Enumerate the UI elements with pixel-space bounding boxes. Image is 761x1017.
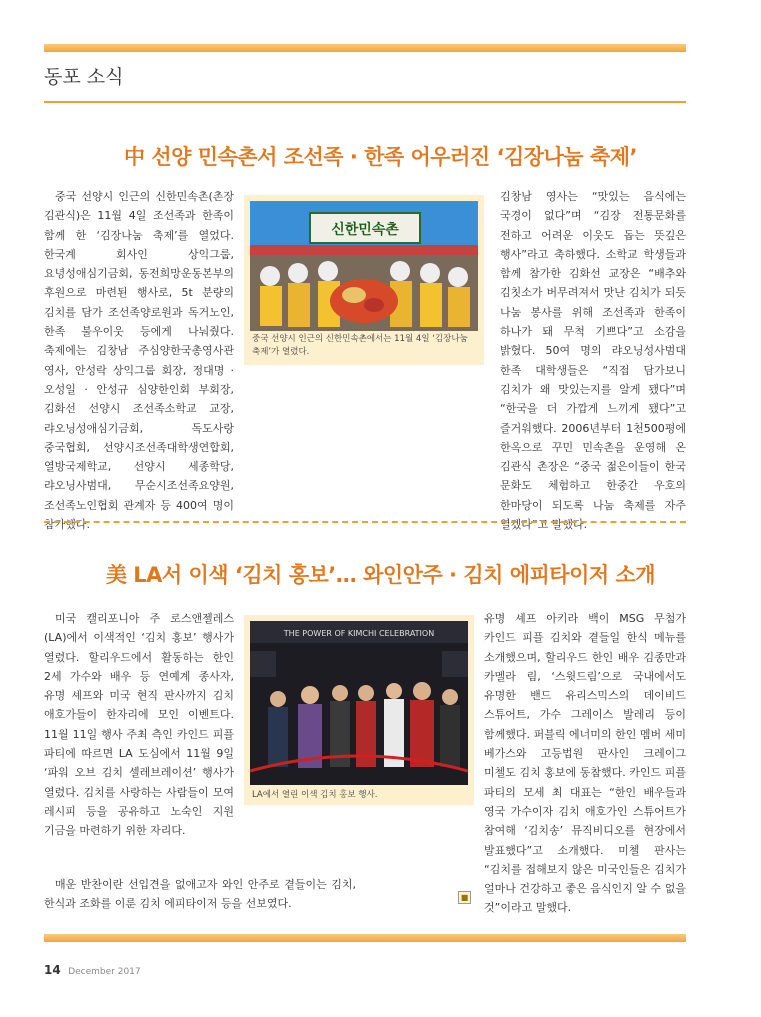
kimchi-celebration-photo [250, 621, 468, 785]
top-accent-bar [44, 44, 686, 52]
article2-photo-box [244, 615, 474, 805]
kimchi-festival-photo [250, 201, 478, 331]
article2-column1: 미국 캘리포니아 주 로스앤젤레스(LA)에서 이색적인 ‘김치 홍보’ 행사가 열렸다. 할리우드에서 활동하는 한인 2세 가수와 배우 등 연예계 종사자, 유명 셰프와 미국 현직 판사까지 김치 애호가들이 한자리에 모인 이벤트다. 11월 11일 행사 주최 측인 카인드 피플 파티에 따르면 LA 도심에서 11월 9일 ‘파워 오브 김치 셀레브레이션’ 행사가 열렸다. 김치를 사랑하는 사람들이 모여 레시피 등을 공유하고 노숙인 지원 기금을 마련하기 위한 자리다. [44, 612, 234, 838]
article-divider [44, 521, 686, 523]
article2-column1-cont: 매운 반찬이란 선입견을 없애고자 와인 안주로 곁들이는 김치, 한식과 조화를 이룬 김치 에피타이저 등을 선보였다. [44, 878, 356, 911]
page-number: 14 [44, 963, 61, 977]
section-rule [44, 101, 686, 103]
photo-sign-text: 신한민속촌 [331, 222, 399, 238]
article2-photo-caption: LA에서 열린 이색 김치 홍보 행사. [252, 790, 378, 800]
article1-photo-caption: 중국 선양시 인근의 신한민속촌에서는 11월 4일 ‘김장나눔 축제’가 열렸다. [252, 334, 468, 357]
kimchi-festival-illustration [250, 201, 478, 331]
article1-column1: 중국 선양시 인근의 신한민속촌(촌장 김관식)은 11월 4일 조선족과 한족이 함께 한 ‘김장나눔 축제’를 열었다. 한국계 회사인 상익그룹, 요녕성애심기금회, 동전희망운동본부의 후원으로 마련된 행사로, 5t 분량의 김치를 담가 조선족양로원과 독거노인, 한족 불우이웃 등에게 나눠줬다. 축제에는 김창남 주심양한국총영사관 영사, 안성락 상익그룹 회장, 정대명 · 오성일 · 안성규 심양한인회 부회장, 김화선 선양시 조선족소학교 교장, 랴오닝성애심기금회, 독도사랑 중국협회, 선양시조선족대학생연합회, 열방국제학교, 선양시 세종학당, 랴오닝사범대, 무순시조선족요양원, 조선족노인협회 관계자 등 400여 명이 참가했다. [44, 190, 234, 532]
page-footer [44, 963, 141, 977]
photo-banner-text: THE POWER OF KIMCHI CELEBRATION [283, 629, 435, 638]
end-mark-icon: ■ [458, 891, 471, 904]
issue-month: December 2017 [68, 967, 141, 977]
article2-headline: 美 LA서 이색 ‘김치 홍보’… 와인안주 · 김치 에피타이저 소개 [105, 563, 656, 587]
article2-column2: 유명 셰프 아키라 백이 MSG 무첨가 카인드 피플 김치와 곁들일 한식 메뉴를 소개했으며, 할리우드 한인 배우 김종만과 카멜라 림, ‘스윗드림’으로 국내에서도 유명한 밴드 유리스믹스의 데이비드 스튜어트, 가수 그레이스 발레리 등이 함께했다. 퍼블릭 에너미의 한인 멤버 세미 베가스와 고등법원 판사인 크레이그 미첼도 김치 홍보에 동참했다. 카인드 피플 파티의 모세 최 대표는 “한인 배우들과 영국 가수이자 김치 애호가인 스튜어트가 참여해 ‘김치송’ 뮤직비디오를 현장에서 발표했다”고 소개했다. 미첼 판사는 “김치를 접해보지 않은 미국인들은 김치가 얼마나 건강하고 좋은 음식인지 알 수 없을 것”이라고 말했다. [484, 612, 686, 915]
bottom-accent-bar [44, 934, 686, 942]
article1-headline: 中 선양 민속촌서 조선족 · 한족 어우러진 ‘김장나눔 축제’ [124, 145, 637, 169]
article1-photo-box [244, 195, 484, 365]
kimchi-celebration-illustration [250, 621, 468, 785]
section-title: 동포 소식 [44, 66, 124, 88]
article1-column2: 김창남 영사는 “맛있는 음식에는 국경이 없다”며 “김장 전통문화를 전하고 어려운 이웃도 돕는 뜻깊은 행사”라고 축하했다. 소학교 학생들과 함께 참가한 김화선 교장은 “배추와 김칫소가 버무려져서 맛난 김치가 되듯 나눔 봉사를 위해 조선족과 한족이 하나가 돼 무척 기쁘다”고 소감을 밝혔다. 50여 명의 랴오닝성사범대 한족 대학생들은 “직접 담가보니 김치가 왜 맛있는지를 알게 됐다”며 “한국을 더 가깝게 느끼게 됐다”고 즐거워했다. 2006년부터 1천500평에 한옥으로 꾸민 민속촌을 운영해 온 김관식 촌장은 “중국 젊은이들이 한국 문화도 체험하고 한중간 우호의 한마당이 되도록 나눔 축제를 자주 열겠다”고 말했다. [500, 190, 686, 532]
